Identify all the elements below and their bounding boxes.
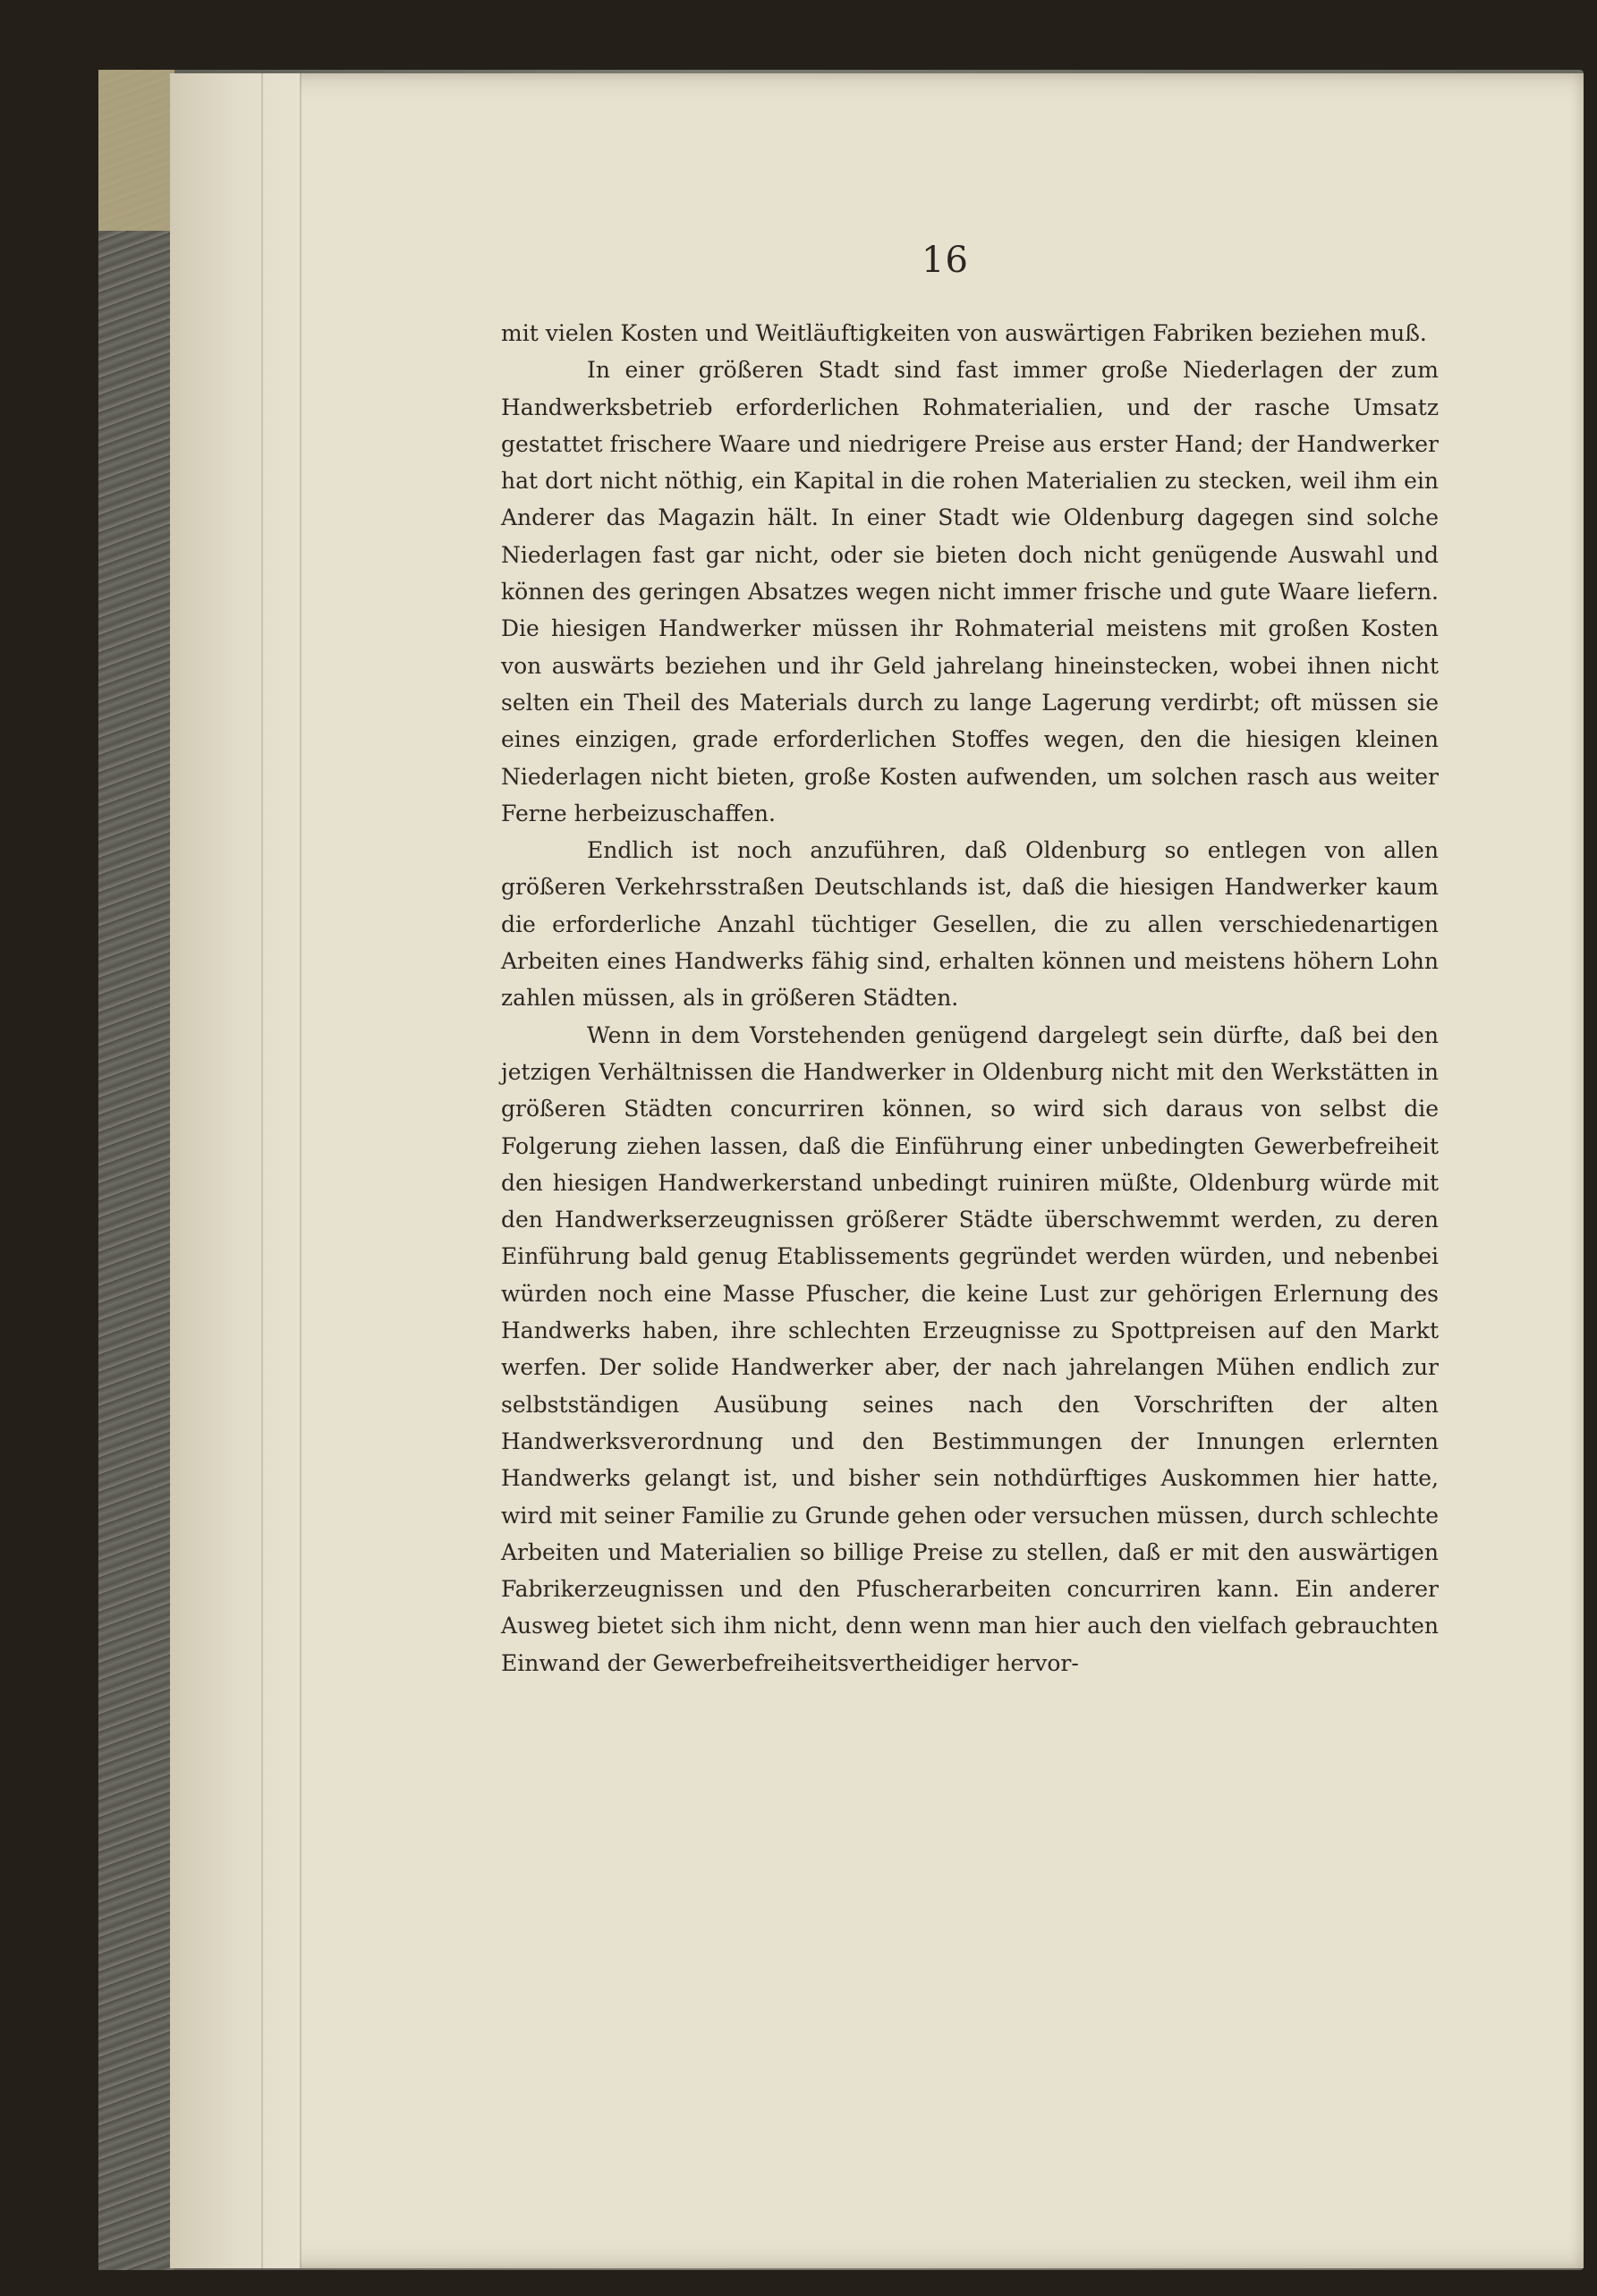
paragraph: mit vielen Kosten und Weitläuftigkeiten von auswärtigen Fabriken beziehen muß. — [501, 320, 1427, 346]
page-gutter — [170, 73, 300, 2268]
body-text — [501, 315, 1439, 1682]
fold-line — [300, 73, 302, 2268]
paragraph: Endlich ist noch anzuführen, daß Oldenburg so entlegen von allen größeren Verkehrsstraßen Deutschlands ist, daß die hiesigen Handwerker kaum die erforderliche Anzahl tüchtiger Gesellen, die zu allen verschiedenartigen Arbeiten eines Handwerks fähig sind, erhalten können und meistens höhern Lohn zahlen müssen, als in größeren Städten. — [501, 837, 1439, 1012]
marbled-cover-edge — [98, 70, 174, 2270]
paragraph: Wenn in dem Vorstehenden genügend dargelegt sein dürfte, daß bei den jetzigen Verhältnissen die Handwerker in Oldenburg nicht mit den Werkstätten in größeren Städten concurriren können, so wird sich daraus von selbst die Folgerung ziehen lassen, daß die Einführung einer unbedingten Gewerbefreiheit den hiesigen Handwerkerstand unbedingt ruiniren müßte, Oldenburg würde mit den Handwerkserzeugnissen größerer Städte überschwemmt werden, zu deren Einführung bald genug Etablissements gegründet werden würden, und nebenbei würden noch eine Masse Pfuscher, die keine Lust zur gehörigen Erlernung des Handwerks haben, ihre schlechten Erzeugnisse zu Spottpreisen auf den Markt werfen. Der solide Handwerker aber, der nach jahrelangen Mühen endlich zur selbstständigen Ausübung seines nach den Vorschriften der alten Handwerksverordnung und den Bestimmungen der Innungen erlernten Handwerks gelangt ist, und bisher sein nothdürftiges Auskommen hier hatte, wird mit seiner Familie zu Grunde gehen oder versuchen müssen, durch schlechte Arbeiten und Materialien so billige Preise zu stellen, daß er mit den auswärtigen Fabrikerzeugnissen und den Pfuscherarbeiten concurriren kann. Ein anderer Ausweg bietet sich ihm nicht, denn wenn man hier auch den vielfach gebrauchten Einwand der Gewerbefreiheitsvertheidiger hervor- — [501, 1021, 1439, 1676]
cover-label-strip — [98, 70, 174, 231]
page-number: 16 — [922, 240, 969, 281]
paragraph: In einer größeren Stadt sind fast immer große Niederlagen der zum Handwerksbetrieb erforderlichen Rohmaterialien, und der rasche Umsatz gestattet frischere Waare und niedrigere Preise aus erster Hand; der Handwerker hat dort nicht nöthig, ein Kapital in die rohen Materialien zu stecken, weil ihm ein Anderer das Magazin hält. In einer Stadt wie Oldenburg dagegen sind solche Niederlagen fast gar nicht, oder sie bieten doch nicht genügende Auswahl und können des geringen Absatzes wegen nicht immer frische und gute Waare liefern. Die hiesigen Handwerker müssen ihr Rohmaterial meistens mit großen Kosten von auswärts beziehen und ihr Geld jahrelang hineinstecken, wobei ihnen nicht selten ein Theil des Materials durch zu lange Lagerung verdirbt; oft müssen sie eines einzigen, grade erforderlichen Stoffes wegen, den die hiesigen kleinen Niederlagen nicht bieten, große Kosten aufwenden, um solchen rasch aus weiter Ferne herbeizuschaffen. — [501, 357, 1439, 826]
fold-line — [261, 73, 263, 2268]
